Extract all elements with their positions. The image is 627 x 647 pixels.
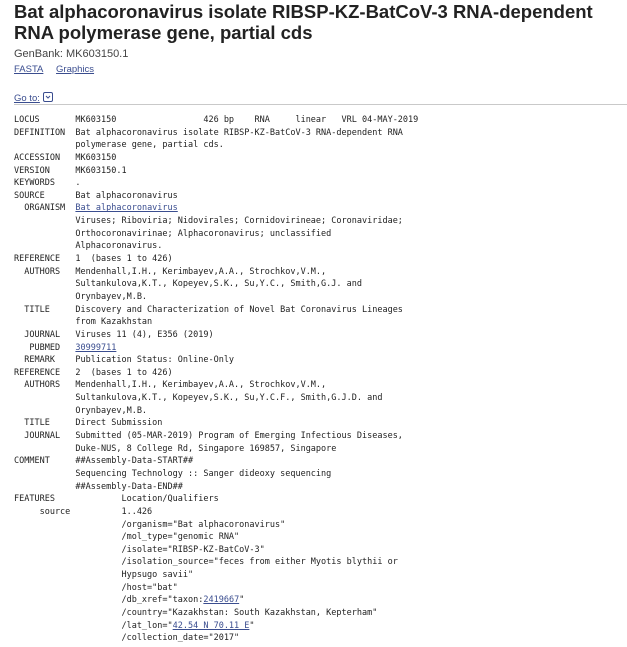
flatfile-text: Hypsugo savii" (14, 570, 194, 581)
flatfile-text: REFERENCE 1 (bases 1 to 426) (14, 254, 173, 265)
flatfile-text: /isolation_source="feces from either Myotis blythii or (14, 557, 398, 568)
flatfile-text: TITLE Discovery and Characterization of Novel Bat Coronavirus Lineages (14, 304, 403, 315)
flatfile-text: DEFINITION Bat alphacoronavirus isolate RIBSP-KZ-BatCoV-3 RNA-dependent RNA (14, 127, 403, 138)
flatfile-line (14, 165, 418, 178)
flatfile-line (14, 620, 418, 633)
flatfile-text: /collection_date="2017" (14, 633, 240, 644)
flatfile-line (14, 127, 418, 140)
flatfile-line (14, 342, 418, 355)
flatfile-text: Sequencing Technology :: Sanger dideoxy sequencing (14, 468, 332, 479)
flatfile-text: source 1..426 (14, 506, 153, 517)
flatfile-text: REMARK Publication Status: Online-Only (14, 355, 235, 366)
flatfile-line (14, 329, 418, 342)
genbank-accession: GenBank: MK603150.1 (14, 48, 129, 60)
flatfile-line (14, 367, 418, 380)
page-title: Bat alphacoronavirus isolate RIBSP-KZ-BatCoV-3 RNA-dependent RNA polymerase gene, partial cds (14, 1, 593, 43)
flatfile-text: KEYWORDS . (14, 178, 81, 189)
flatfile-text: VERSION MK603150.1 (14, 165, 127, 176)
flatfile-text: Orthocoronavirinae; Alphacoronavirus; unclassified (14, 228, 332, 239)
flatfile-line (14, 379, 418, 392)
flatfile-line (14, 278, 418, 291)
flatfile-line (14, 114, 418, 127)
flatfile-line (14, 392, 418, 405)
flatfile-line (14, 304, 418, 317)
flatfile-line (14, 430, 418, 443)
flatfile-line (14, 455, 418, 468)
flatfile-text: /host="bat" (14, 582, 178, 593)
divider (14, 104, 627, 105)
flatfile-text: Viruses; Riboviria; Nidovirales; Cornidovirineae; Coronaviridae; (14, 216, 403, 227)
flatfile-text: REFERENCE 2 (bases 1 to 426) (14, 367, 173, 378)
flatfile-line (14, 253, 418, 266)
flatfile-text: Alphacoronavirus. (14, 241, 163, 252)
flatfile-text: PUBMED (14, 342, 76, 353)
flatfile-line (14, 569, 418, 582)
flatfile-text: LOCUS MK603150 426 bp RNA linear VRL 04-MAY-2019 (14, 115, 419, 125)
graphics-link[interactable]: Graphics (56, 64, 95, 75)
flatfile-line (14, 139, 418, 152)
flatfile-text: AUTHORS Mendenhall,I.H., Kerimbayev,A.A., Strochkov,V.M., (14, 266, 327, 277)
flatfile-text: Duke-NUS, 8 College Rd, Singapore 169857, Singapore (14, 443, 337, 454)
flatfile-text: Orynbayev,M.B. (14, 405, 148, 416)
fasta-link[interactable]: FASTA (14, 64, 44, 75)
flatfile-line (14, 291, 418, 304)
genbank-flatfile (14, 114, 418, 645)
flatfile-line (14, 190, 418, 203)
flatfile-line (14, 228, 418, 241)
flatfile-text: /country="Kazakhstan: South Kazakhstan, Kepterham" (14, 607, 378, 618)
flatfile-text: COMMENT ##Assembly-Data-START## (14, 456, 194, 467)
flatfile-line (14, 506, 418, 519)
flatfile-line (14, 582, 418, 595)
flatfile-text: " (239, 595, 245, 606)
taxon-link[interactable]: 2419667 (203, 595, 240, 606)
format-links (14, 64, 104, 75)
flatfile-line (14, 481, 418, 494)
pubmed-link[interactable]: 30999711 (75, 342, 117, 353)
lat-lon-link[interactable]: 42.54 N 70.11 E (172, 620, 250, 631)
flatfile-text: AUTHORS Mendenhall,I.H., Kerimbayev,A.A., Strochkov,V.M., (14, 380, 327, 391)
flatfile-text: ORGANISM (14, 203, 76, 214)
flatfile-text: Orynbayev,M.B. (14, 291, 148, 302)
flatfile-line (14, 468, 418, 481)
flatfile-line (14, 316, 418, 329)
flatfile-text: SOURCE Bat alphacoronavirus (14, 190, 178, 201)
flatfile-text: /lat_lon=" (14, 620, 173, 631)
flatfile-text: /mol_type="genomic RNA" (14, 532, 240, 543)
flatfile-line (14, 607, 418, 620)
goto-label[interactable]: Go to: (14, 93, 40, 104)
flatfile-line (14, 493, 418, 506)
flatfile-line (14, 632, 418, 645)
flatfile-line (14, 266, 418, 279)
flatfile-text: JOURNAL Viruses 11 (4), E356 (2019) (14, 329, 214, 340)
flatfile-line (14, 215, 418, 228)
flatfile-text: Sultankulova,K.T., Kopeyev,S.K., Su,Y.C., Smith,G.J. and (14, 279, 362, 290)
organism-link[interactable]: Bat alphacoronavirus (75, 203, 178, 214)
flatfile-line (14, 544, 418, 557)
flatfile-text: FEATURES Location/Qualifiers (14, 494, 219, 505)
flatfile-text: Sultankulova,K.T., Kopeyev,S.K., Su,Y.C.F., Smith,G.J.D. and (14, 393, 383, 404)
flatfile-text: polymerase gene, partial cds. (14, 140, 224, 151)
flatfile-text: from Kazakhstan (14, 317, 153, 328)
flatfile-text: ##Assembly-Data-END## (14, 481, 183, 492)
flatfile-text: /isolate="RIBSP-KZ-BatCoV-3" (14, 544, 265, 555)
flatfile-line (14, 417, 418, 430)
flatfile-line (14, 531, 418, 544)
flatfile-line (14, 443, 418, 456)
flatfile-line (14, 405, 418, 418)
flatfile-line (14, 354, 418, 367)
flatfile-line (14, 202, 418, 215)
flatfile-line (14, 177, 418, 190)
chevron-down-icon[interactable] (43, 92, 53, 102)
flatfile-text: /db_xref="taxon: (14, 595, 204, 606)
flatfile-line (14, 519, 418, 532)
flatfile-line (14, 152, 418, 165)
flatfile-text: ACCESSION MK603150 (14, 152, 117, 163)
goto-menu[interactable] (14, 91, 53, 104)
flatfile-line (14, 556, 418, 569)
flatfile-line (14, 594, 418, 607)
flatfile-line (14, 240, 418, 253)
flatfile-text: " (249, 620, 255, 631)
flatfile-text: JOURNAL Submitted (05-MAR-2019) Program of Emerging Infectious Diseases, (14, 431, 403, 442)
flatfile-text: TITLE Direct Submission (14, 418, 163, 429)
flatfile-text: /organism="Bat alphacoronavirus" (14, 519, 286, 530)
